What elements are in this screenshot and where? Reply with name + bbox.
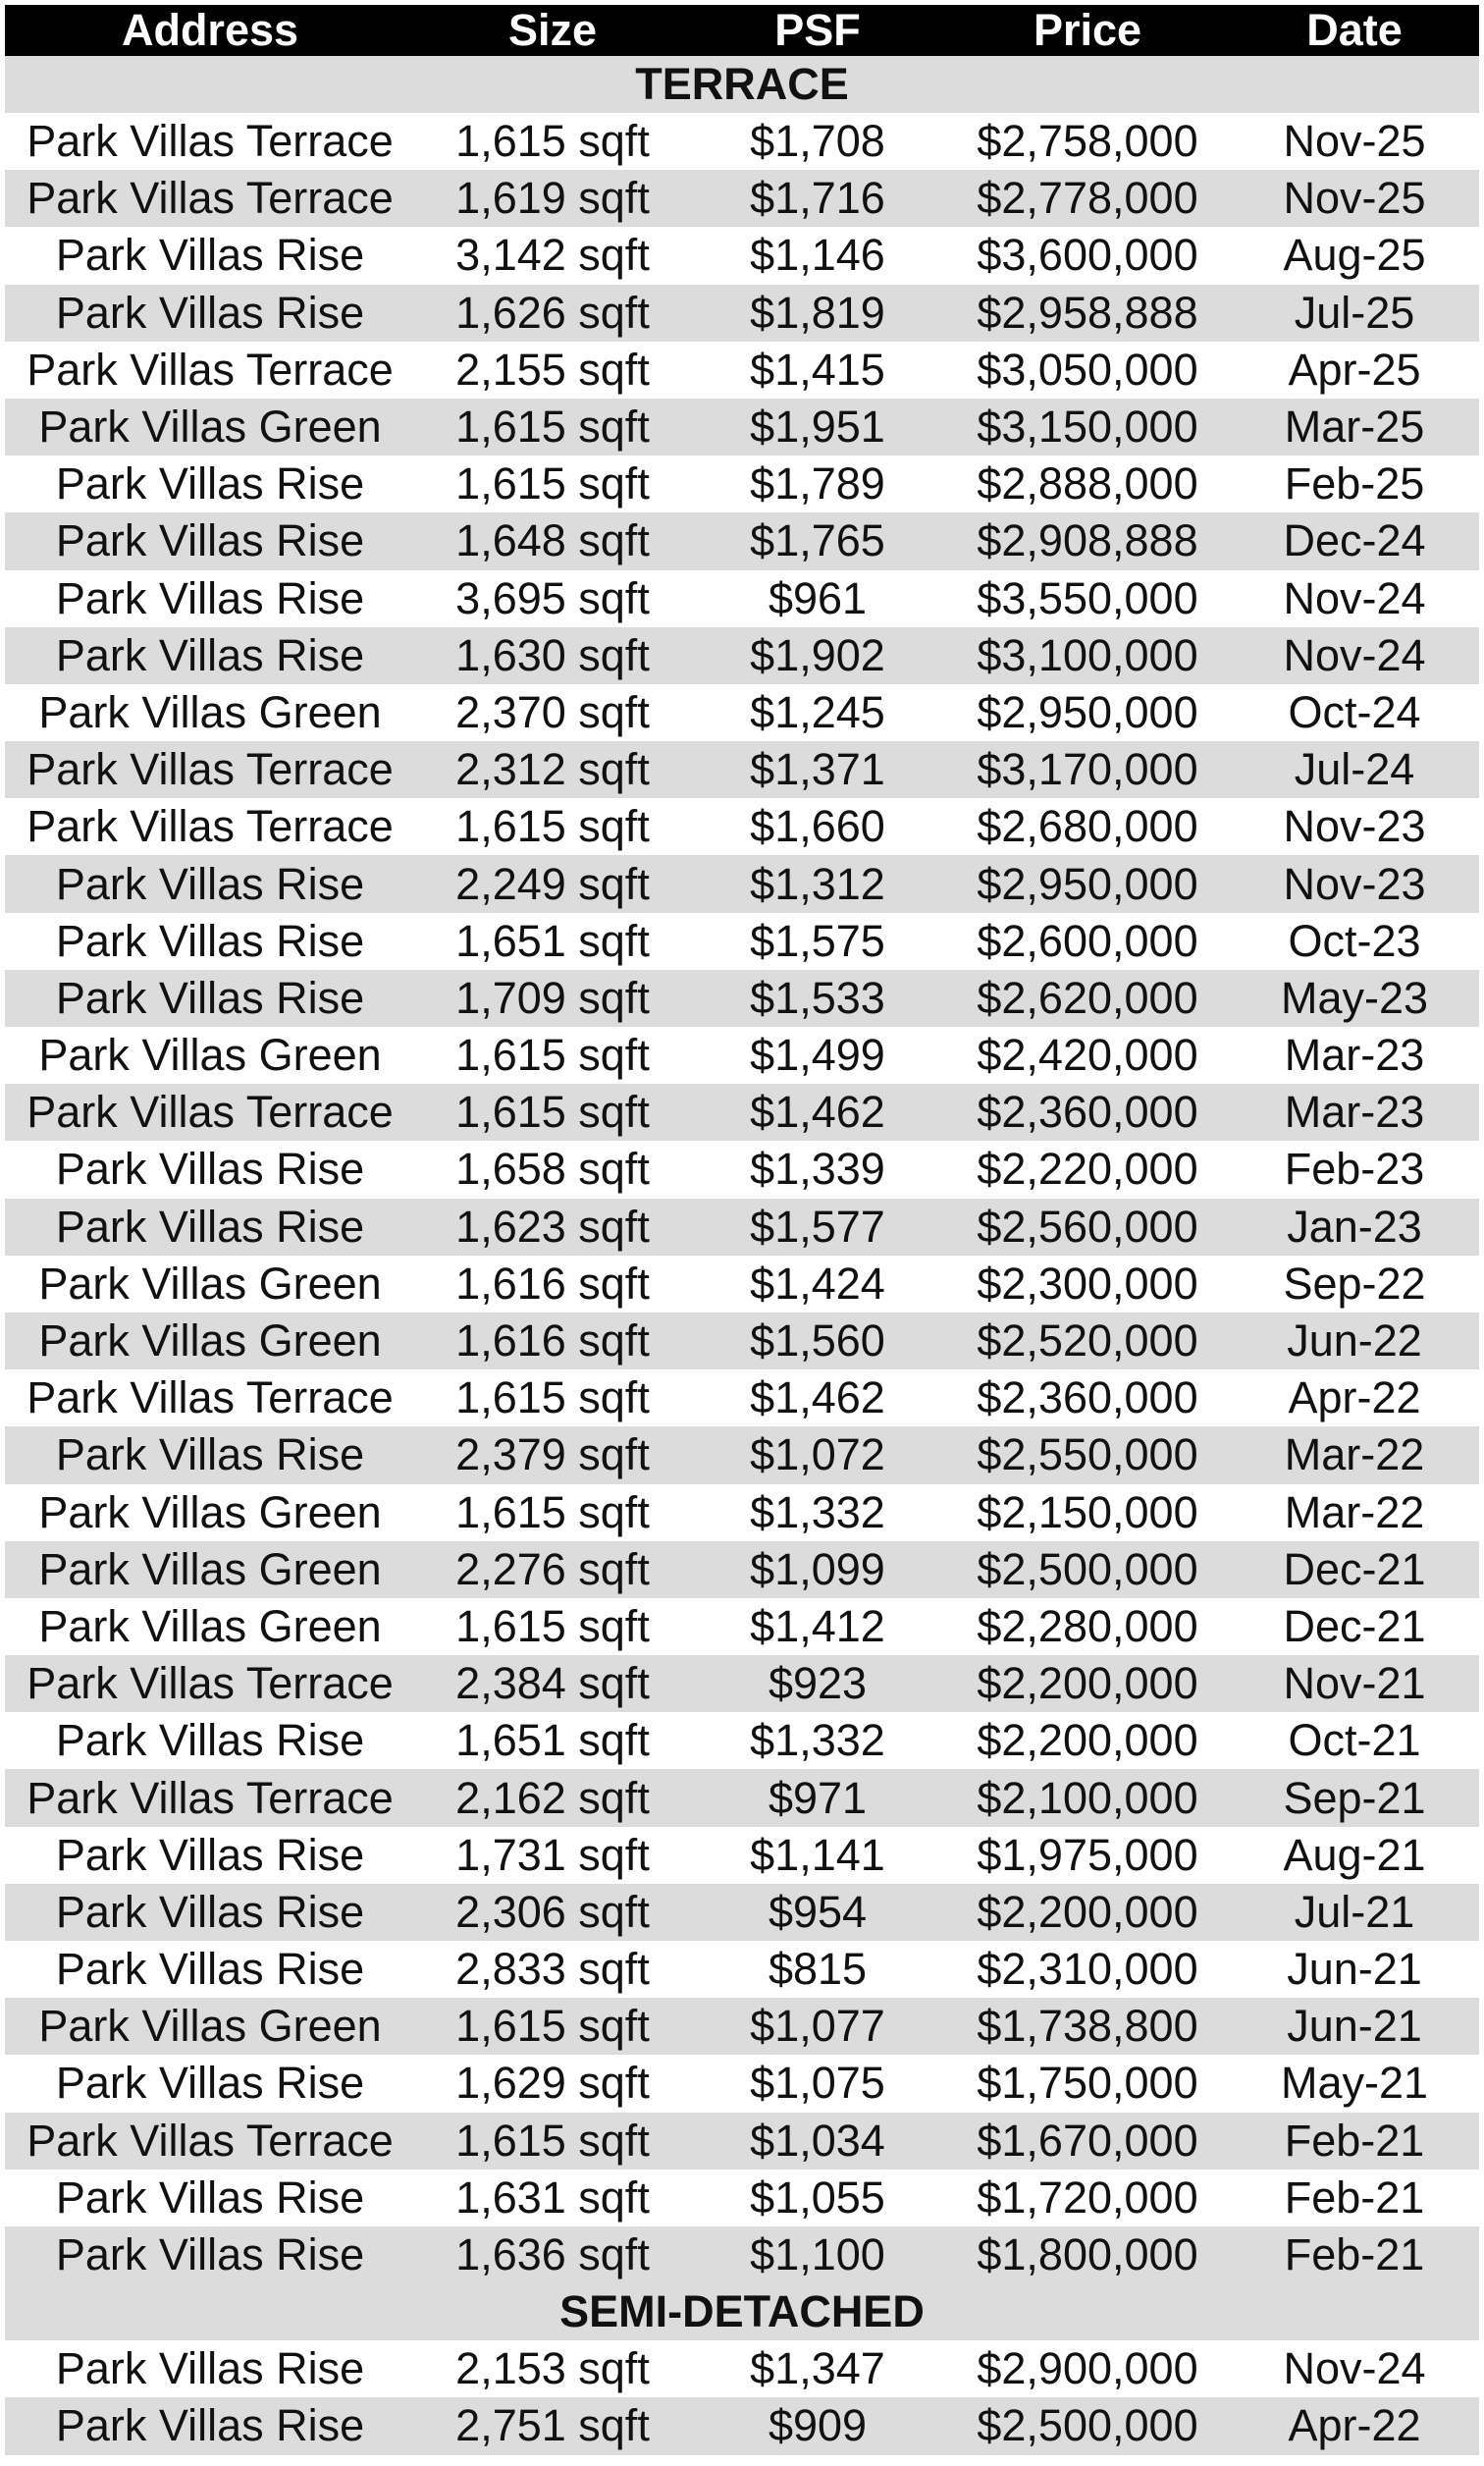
cell-date: Mar-23 bbox=[1284, 1030, 1425, 1081]
cell-address: Park Villas Terrace bbox=[26, 2115, 394, 2166]
cell-date: Oct-21 bbox=[1288, 1715, 1421, 1766]
cell-date: Nov-24 bbox=[1283, 629, 1426, 680]
cell-psf: $1,141 bbox=[750, 1829, 885, 1880]
table-body bbox=[5, 56, 1479, 2455]
table-row bbox=[5, 1084, 1479, 1141]
cell-date: Aug-25 bbox=[1283, 230, 1426, 281]
cell-address: Park Villas Rise bbox=[55, 1201, 365, 1252]
cell-price: $2,550,000 bbox=[977, 1429, 1198, 1480]
transactions-table bbox=[5, 5, 1479, 2455]
cell-size: 2,312 sqft bbox=[455, 744, 650, 795]
cell-size: 1,651 sqft bbox=[455, 915, 650, 966]
cell-date: Jun-21 bbox=[1287, 2001, 1422, 2052]
table-row bbox=[5, 2340, 1479, 2397]
cell-psf: $954 bbox=[768, 1886, 868, 1937]
cell-price: $3,170,000 bbox=[977, 744, 1198, 795]
cell-address: Park Villas Rise bbox=[55, 629, 365, 680]
cell-price: $2,758,000 bbox=[977, 116, 1198, 167]
cell-price: $2,888,000 bbox=[977, 458, 1198, 509]
cell-psf: $1,347 bbox=[750, 2343, 885, 2394]
cell-date: Nov-23 bbox=[1283, 858, 1426, 909]
cell-size: 1,658 sqft bbox=[455, 1144, 650, 1195]
cell-size: 1,615 sqft bbox=[455, 116, 650, 167]
cell-date: Oct-23 bbox=[1288, 915, 1421, 966]
cell-price: $3,550,000 bbox=[977, 572, 1198, 623]
cell-price: $2,500,000 bbox=[977, 1543, 1198, 1594]
cell-date: Jan-23 bbox=[1287, 1201, 1422, 1252]
cell-psf: $961 bbox=[768, 572, 868, 623]
cell-address: Park Villas Rise bbox=[55, 2229, 365, 2280]
cell-date: Nov-24 bbox=[1283, 572, 1426, 623]
cell-size: 1,629 sqft bbox=[455, 2058, 650, 2109]
cell-price: $2,200,000 bbox=[977, 1658, 1198, 1709]
cell-price: $1,750,000 bbox=[977, 2058, 1198, 2109]
cell-address: Park Villas Rise bbox=[55, 1144, 365, 1195]
cell-size: 2,384 sqft bbox=[455, 1658, 650, 1709]
cell-psf: $1,499 bbox=[750, 1030, 885, 1081]
section-title: SEMI-DETACHED bbox=[5, 2283, 1479, 2340]
cell-price: $3,050,000 bbox=[977, 344, 1198, 395]
cell-size: 1,615 sqft bbox=[455, 2001, 650, 2052]
cell-address: Park Villas Terrace bbox=[26, 1658, 394, 1709]
cell-address: Park Villas Rise bbox=[55, 2058, 365, 2109]
cell-size: 1,630 sqft bbox=[455, 629, 650, 680]
cell-address: Park Villas Rise bbox=[55, 858, 365, 909]
cell-price: $2,300,000 bbox=[977, 1258, 1198, 1309]
cell-date: Apr-22 bbox=[1288, 1372, 1421, 1423]
table-row bbox=[5, 684, 1479, 741]
cell-psf: $1,819 bbox=[750, 287, 885, 338]
cell-size: 1,615 sqft bbox=[455, 801, 650, 852]
cell-psf: $1,332 bbox=[750, 1715, 885, 1766]
table-row bbox=[5, 1369, 1479, 1426]
cell-price: $2,520,000 bbox=[977, 1315, 1198, 1367]
cell-date: Aug-21 bbox=[1283, 1829, 1426, 1880]
table-row bbox=[5, 1884, 1479, 1941]
cell-price: $2,958,888 bbox=[977, 287, 1198, 338]
cell-address: Park Villas Green bbox=[38, 686, 382, 737]
cell-date: Mar-25 bbox=[1284, 402, 1425, 453]
cell-psf: $1,789 bbox=[750, 458, 885, 509]
cell-price: $1,670,000 bbox=[977, 2115, 1198, 2166]
table-row bbox=[5, 399, 1479, 456]
cell-date: Jul-24 bbox=[1294, 744, 1415, 795]
table-row bbox=[5, 1769, 1479, 1826]
cell-date: Feb-21 bbox=[1284, 2229, 1425, 2280]
cell-address: Park Villas Rise bbox=[55, 972, 365, 1023]
cell-size: 1,615 sqft bbox=[455, 402, 650, 453]
section-title: TERRACE bbox=[5, 56, 1479, 113]
cell-psf: $1,902 bbox=[750, 629, 885, 680]
header-psf: PSF bbox=[774, 5, 861, 55]
cell-price: $2,220,000 bbox=[977, 1144, 1198, 1195]
cell-size: 2,306 sqft bbox=[455, 1886, 650, 1937]
cell-price: $2,620,000 bbox=[977, 972, 1198, 1023]
cell-date: Jun-22 bbox=[1287, 1315, 1422, 1367]
header-date: Date bbox=[1306, 5, 1403, 55]
cell-size: 2,155 sqft bbox=[455, 344, 650, 395]
cell-psf: $1,371 bbox=[750, 744, 885, 795]
cell-psf: $909 bbox=[768, 2400, 868, 2451]
cell-address: Park Villas Rise bbox=[55, 287, 365, 338]
table-row bbox=[5, 855, 1479, 912]
table-row bbox=[5, 1712, 1479, 1769]
cell-date: Jun-21 bbox=[1287, 1944, 1422, 1995]
cell-address: Park Villas Terrace bbox=[26, 116, 394, 167]
cell-price: $2,200,000 bbox=[977, 1715, 1198, 1766]
table-row bbox=[5, 627, 1479, 684]
cell-address: Park Villas Terrace bbox=[26, 1372, 394, 1423]
cell-price: $2,100,000 bbox=[977, 1772, 1198, 1823]
cell-date: Nov-25 bbox=[1283, 116, 1426, 167]
cell-address: Park Villas Rise bbox=[55, 2400, 365, 2451]
table-row bbox=[5, 1941, 1479, 1998]
cell-price: $2,420,000 bbox=[977, 1030, 1198, 1081]
cell-address: Park Villas Rise bbox=[55, 1944, 365, 1995]
table-row bbox=[5, 170, 1479, 227]
cell-size: 2,249 sqft bbox=[455, 858, 650, 909]
cell-size: 1,615 sqft bbox=[455, 2115, 650, 2166]
cell-size: 2,379 sqft bbox=[455, 1429, 650, 1480]
table-row bbox=[5, 2170, 1479, 2226]
table-row bbox=[5, 970, 1479, 1027]
cell-size: 2,276 sqft bbox=[455, 1543, 650, 1594]
cell-address: Park Villas Green bbox=[38, 1600, 382, 1651]
cell-size: 1,626 sqft bbox=[455, 287, 650, 338]
cell-date: Dec-24 bbox=[1283, 515, 1426, 566]
cell-psf: $1,075 bbox=[750, 2058, 885, 2109]
cell-size: 1,623 sqft bbox=[455, 1201, 650, 1252]
cell-date: Apr-25 bbox=[1288, 344, 1421, 395]
table-row bbox=[5, 1541, 1479, 1598]
table-row bbox=[5, 2397, 1479, 2454]
cell-price: $2,950,000 bbox=[977, 858, 1198, 909]
cell-size: 1,709 sqft bbox=[455, 972, 650, 1023]
cell-price: $2,200,000 bbox=[977, 1886, 1198, 1937]
cell-address: Park Villas Terrace bbox=[26, 744, 394, 795]
cell-psf: $1,412 bbox=[750, 1600, 885, 1651]
cell-psf: $1,424 bbox=[750, 1258, 885, 1309]
table-row bbox=[5, 913, 1479, 970]
cell-size: 1,615 sqft bbox=[455, 1372, 650, 1423]
table-row bbox=[5, 285, 1479, 342]
cell-price: $2,900,000 bbox=[977, 2343, 1198, 2394]
cell-date: Dec-21 bbox=[1283, 1600, 1426, 1651]
cell-address: Park Villas Green bbox=[38, 1486, 382, 1537]
table-row bbox=[5, 741, 1479, 798]
cell-date: Sep-21 bbox=[1283, 1772, 1426, 1823]
cell-address: Park Villas Green bbox=[38, 402, 382, 453]
cell-price: $2,680,000 bbox=[977, 801, 1198, 852]
cell-psf: $923 bbox=[768, 1658, 868, 1709]
cell-price: $2,600,000 bbox=[977, 915, 1198, 966]
cell-psf: $1,415 bbox=[750, 344, 885, 395]
cell-psf: $1,099 bbox=[750, 1543, 885, 1594]
cell-size: 2,833 sqft bbox=[455, 1944, 650, 1995]
cell-psf: $1,146 bbox=[750, 230, 885, 281]
cell-size: 2,751 sqft bbox=[455, 2400, 650, 2451]
cell-psf: $1,034 bbox=[750, 2115, 885, 2166]
cell-size: 1,615 sqft bbox=[455, 1087, 650, 1138]
cell-date: Jul-25 bbox=[1294, 287, 1415, 338]
header-size: Size bbox=[507, 5, 598, 55]
cell-address: Park Villas Green bbox=[38, 2001, 382, 2052]
cell-psf: $1,575 bbox=[750, 915, 885, 966]
table-row bbox=[5, 2113, 1479, 2170]
cell-date: Feb-21 bbox=[1284, 2115, 1425, 2166]
table-row bbox=[5, 342, 1479, 399]
cell-date: May-21 bbox=[1280, 2058, 1429, 2109]
cell-psf: $971 bbox=[768, 1772, 868, 1823]
cell-psf: $1,072 bbox=[750, 1429, 885, 1480]
table-row bbox=[5, 1484, 1479, 1541]
cell-date: Mar-23 bbox=[1284, 1087, 1425, 1138]
cell-psf: $1,462 bbox=[750, 1372, 885, 1423]
table-row bbox=[5, 1027, 1479, 1084]
table-row bbox=[5, 1199, 1479, 1256]
cell-psf: $1,339 bbox=[750, 1144, 885, 1195]
cell-price: $2,360,000 bbox=[977, 1087, 1198, 1138]
cell-address: Park Villas Rise bbox=[55, 1715, 365, 1766]
cell-date: Mar-22 bbox=[1284, 1486, 1425, 1537]
cell-price: $3,100,000 bbox=[977, 629, 1198, 680]
table-header-row bbox=[5, 5, 1479, 56]
table-row bbox=[5, 1655, 1479, 1712]
cell-psf: $1,332 bbox=[750, 1486, 885, 1537]
cell-psf: $1,312 bbox=[750, 858, 885, 909]
cell-address: Park Villas Rise bbox=[55, 230, 365, 281]
cell-address: Park Villas Terrace bbox=[26, 173, 394, 224]
cell-price: $2,560,000 bbox=[977, 1201, 1198, 1252]
cell-psf: $1,765 bbox=[750, 515, 885, 566]
cell-date: Sep-22 bbox=[1283, 1258, 1426, 1309]
cell-date: Nov-21 bbox=[1283, 1658, 1426, 1709]
cell-size: 1,615 sqft bbox=[455, 1030, 650, 1081]
cell-psf: $1,533 bbox=[750, 972, 885, 1023]
cell-size: 1,651 sqft bbox=[455, 1715, 650, 1766]
cell-address: Park Villas Rise bbox=[55, 572, 365, 623]
table-row bbox=[5, 512, 1479, 569]
cell-price: $1,800,000 bbox=[977, 2229, 1198, 2280]
cell-address: Park Villas Rise bbox=[55, 458, 365, 509]
cell-psf: $1,462 bbox=[750, 1087, 885, 1138]
cell-size: 1,619 sqft bbox=[455, 173, 650, 224]
cell-address: Park Villas Terrace bbox=[26, 801, 394, 852]
cell-size: 1,636 sqft bbox=[455, 2229, 650, 2280]
table-row bbox=[5, 1256, 1479, 1313]
cell-address: Park Villas Rise bbox=[55, 915, 365, 966]
cell-psf: $1,716 bbox=[750, 173, 885, 224]
cell-address: Park Villas Rise bbox=[55, 1429, 365, 1480]
table-row bbox=[5, 1141, 1479, 1198]
cell-date: Oct-24 bbox=[1288, 686, 1421, 737]
cell-address: Park Villas Rise bbox=[55, 1829, 365, 1880]
cell-size: 1,631 sqft bbox=[455, 2171, 650, 2223]
table-row bbox=[5, 1313, 1479, 1369]
cell-size: 2,370 sqft bbox=[455, 686, 650, 737]
cell-size: 3,142 sqft bbox=[455, 230, 650, 281]
cell-price: $2,310,000 bbox=[977, 1944, 1198, 1995]
cell-date: Mar-22 bbox=[1284, 1429, 1425, 1480]
cell-psf: $1,951 bbox=[750, 402, 885, 453]
cell-date: Nov-25 bbox=[1283, 173, 1426, 224]
cell-date: Jul-21 bbox=[1294, 1886, 1415, 1937]
table-row bbox=[5, 113, 1479, 170]
cell-address: Park Villas Green bbox=[38, 1315, 382, 1367]
cell-size: 1,616 sqft bbox=[455, 1258, 650, 1309]
table-row bbox=[5, 798, 1479, 855]
cell-date: Feb-23 bbox=[1284, 1144, 1425, 1195]
cell-price: $1,975,000 bbox=[977, 1829, 1198, 1880]
table-row bbox=[5, 1827, 1479, 1884]
cell-price: $3,600,000 bbox=[977, 230, 1198, 281]
cell-address: Park Villas Green bbox=[38, 1030, 382, 1081]
cell-price: $1,738,800 bbox=[977, 2001, 1198, 2052]
cell-address: Park Villas Rise bbox=[55, 2343, 365, 2394]
cell-size: 3,695 sqft bbox=[455, 572, 650, 623]
cell-address: Park Villas Green bbox=[38, 1543, 382, 1594]
cell-size: 1,616 sqft bbox=[455, 1315, 650, 1367]
cell-address: Park Villas Rise bbox=[55, 2171, 365, 2223]
cell-address: Park Villas Green bbox=[38, 1258, 382, 1309]
cell-psf: $1,100 bbox=[750, 2229, 885, 2280]
cell-address: Park Villas Terrace bbox=[26, 1772, 394, 1823]
cell-size: 1,648 sqft bbox=[455, 515, 650, 566]
cell-psf: $1,077 bbox=[750, 2001, 885, 2052]
cell-date: Feb-21 bbox=[1284, 2171, 1425, 2223]
cell-size: 1,615 sqft bbox=[455, 1600, 650, 1651]
table-row bbox=[5, 1598, 1479, 1655]
table-row bbox=[5, 2055, 1479, 2112]
header-address: Address bbox=[121, 5, 299, 55]
cell-psf: $1,055 bbox=[750, 2171, 885, 2223]
cell-price: $2,360,000 bbox=[977, 1372, 1198, 1423]
table-row bbox=[5, 227, 1479, 284]
cell-price: $2,280,000 bbox=[977, 1600, 1198, 1651]
table-row bbox=[5, 1998, 1479, 2055]
cell-address: Park Villas Rise bbox=[55, 515, 365, 566]
cell-date: Nov-23 bbox=[1283, 801, 1426, 852]
cell-price: $1,720,000 bbox=[977, 2171, 1198, 2223]
cell-size: 2,153 sqft bbox=[455, 2343, 650, 2394]
cell-price: $2,500,000 bbox=[977, 2400, 1198, 2451]
cell-psf: $1,708 bbox=[750, 116, 885, 167]
cell-price: $2,778,000 bbox=[977, 173, 1198, 224]
table-row bbox=[5, 570, 1479, 627]
cell-size: 1,731 sqft bbox=[455, 1829, 650, 1880]
cell-size: 2,162 sqft bbox=[455, 1772, 650, 1823]
cell-price: $2,950,000 bbox=[977, 686, 1198, 737]
cell-psf: $1,660 bbox=[750, 801, 885, 852]
cell-price: $2,150,000 bbox=[977, 1486, 1198, 1537]
cell-address: Park Villas Terrace bbox=[26, 1087, 394, 1138]
cell-size: 1,615 sqft bbox=[455, 458, 650, 509]
cell-price: $2,908,888 bbox=[977, 515, 1198, 566]
header-price: Price bbox=[1033, 5, 1142, 55]
table-row bbox=[5, 456, 1479, 512]
cell-size: 1,615 sqft bbox=[455, 1486, 650, 1537]
cell-date: Nov-24 bbox=[1283, 2343, 1426, 2394]
cell-psf: $815 bbox=[768, 1944, 868, 1995]
cell-address: Park Villas Rise bbox=[55, 1886, 365, 1937]
table-row bbox=[5, 1426, 1479, 1483]
cell-psf: $1,245 bbox=[750, 686, 885, 737]
cell-psf: $1,560 bbox=[750, 1315, 885, 1367]
cell-price: $3,150,000 bbox=[977, 402, 1198, 453]
table-row bbox=[5, 2226, 1479, 2283]
cell-date: Feb-25 bbox=[1284, 458, 1425, 509]
cell-date: Dec-21 bbox=[1283, 1543, 1426, 1594]
cell-address: Park Villas Terrace bbox=[26, 344, 394, 395]
cell-date: Apr-22 bbox=[1288, 2400, 1421, 2451]
cell-date: May-23 bbox=[1280, 972, 1429, 1023]
cell-psf: $1,577 bbox=[750, 1201, 885, 1252]
